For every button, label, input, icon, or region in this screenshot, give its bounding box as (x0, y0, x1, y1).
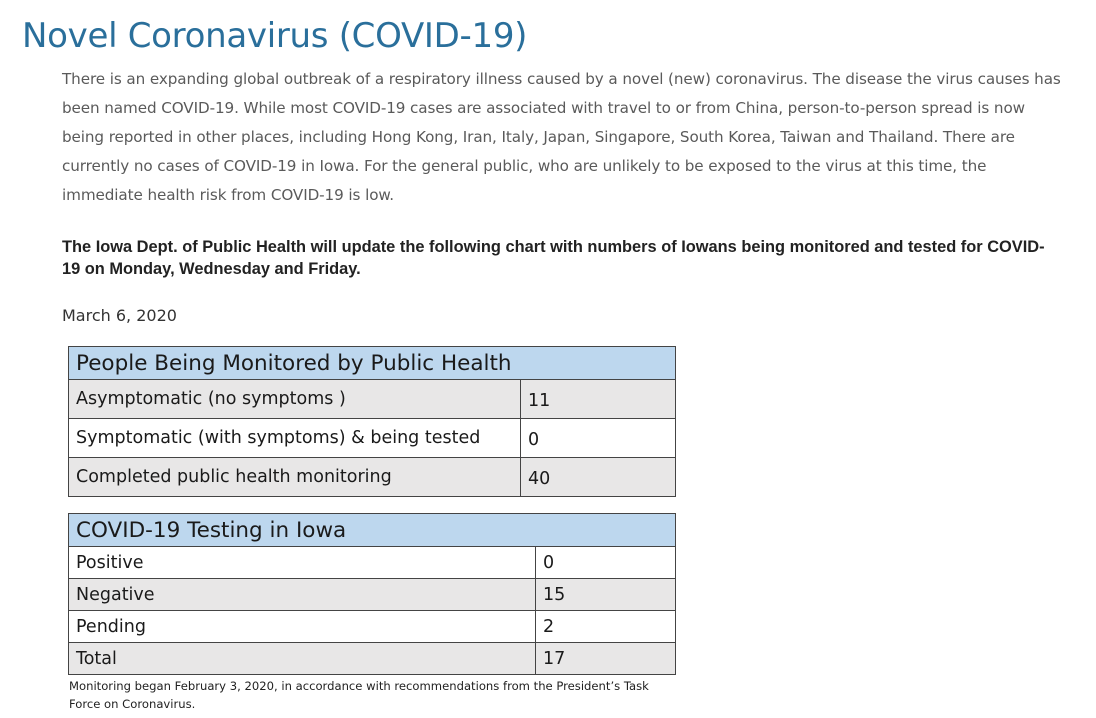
row-value: 15 (536, 579, 676, 611)
row-value: 11 (521, 380, 676, 419)
row-value: 2 (536, 611, 676, 643)
table-row (69, 643, 676, 675)
update-notice: The Iowa Dept. of Public Health will update the following chart with numbers of Iowans being monitored and tested for COVID-19 on Monday, Wednesday and Friday. (62, 238, 1045, 278)
table-row (69, 458, 676, 497)
row-label: Pending (69, 611, 536, 643)
monitoring-table (68, 346, 676, 497)
row-label: Completed public health monitoring (69, 458, 521, 497)
testing-table (68, 513, 676, 675)
table-row (69, 419, 676, 458)
row-label: Asymptomatic (no symptoms ) (69, 380, 521, 419)
row-value: 40 (521, 458, 676, 497)
row-label: Symptomatic (with symptoms) & being tested (69, 419, 521, 458)
report-date: March 6, 2020 (62, 306, 177, 325)
table-row (69, 547, 676, 579)
intro-paragraph: There is an expanding global outbreak of a respiratory illness caused by a novel (new) coronavirus. The disease the virus causes has been named COVID-19. While most COVID-19 cases are associated with travel to or from China, person-to-person spread is now being reported in other places, including Hong Kong, Iran, Italy, Japan, Singapore, South Korea, Taiwan and Thailand. There are currently no cases of COVID-19 in Iowa. For the general public, who are unlikely to be exposed to the virus at this time, the immediate health risk from COVID-19 is low. (62, 70, 1061, 204)
row-value: 17 (536, 643, 676, 675)
monitoring-table-title: People Being Monitored by Public Health (69, 347, 676, 380)
monitoring-footnote: Monitoring began February 3, 2020, in accordance with recommendations from the President’s Task Force on Coronavirus. (69, 679, 649, 711)
page-title: Novel Coronavirus (COVID-19) (22, 16, 528, 56)
row-label: Positive (69, 547, 536, 579)
row-value: 0 (536, 547, 676, 579)
row-value: 0 (521, 419, 676, 458)
row-label: Total (69, 643, 536, 675)
table-row (69, 380, 676, 419)
table-row (69, 611, 676, 643)
row-label: Negative (69, 579, 536, 611)
testing-table-title: COVID-19 Testing in Iowa (69, 514, 676, 547)
table-row (69, 579, 676, 611)
